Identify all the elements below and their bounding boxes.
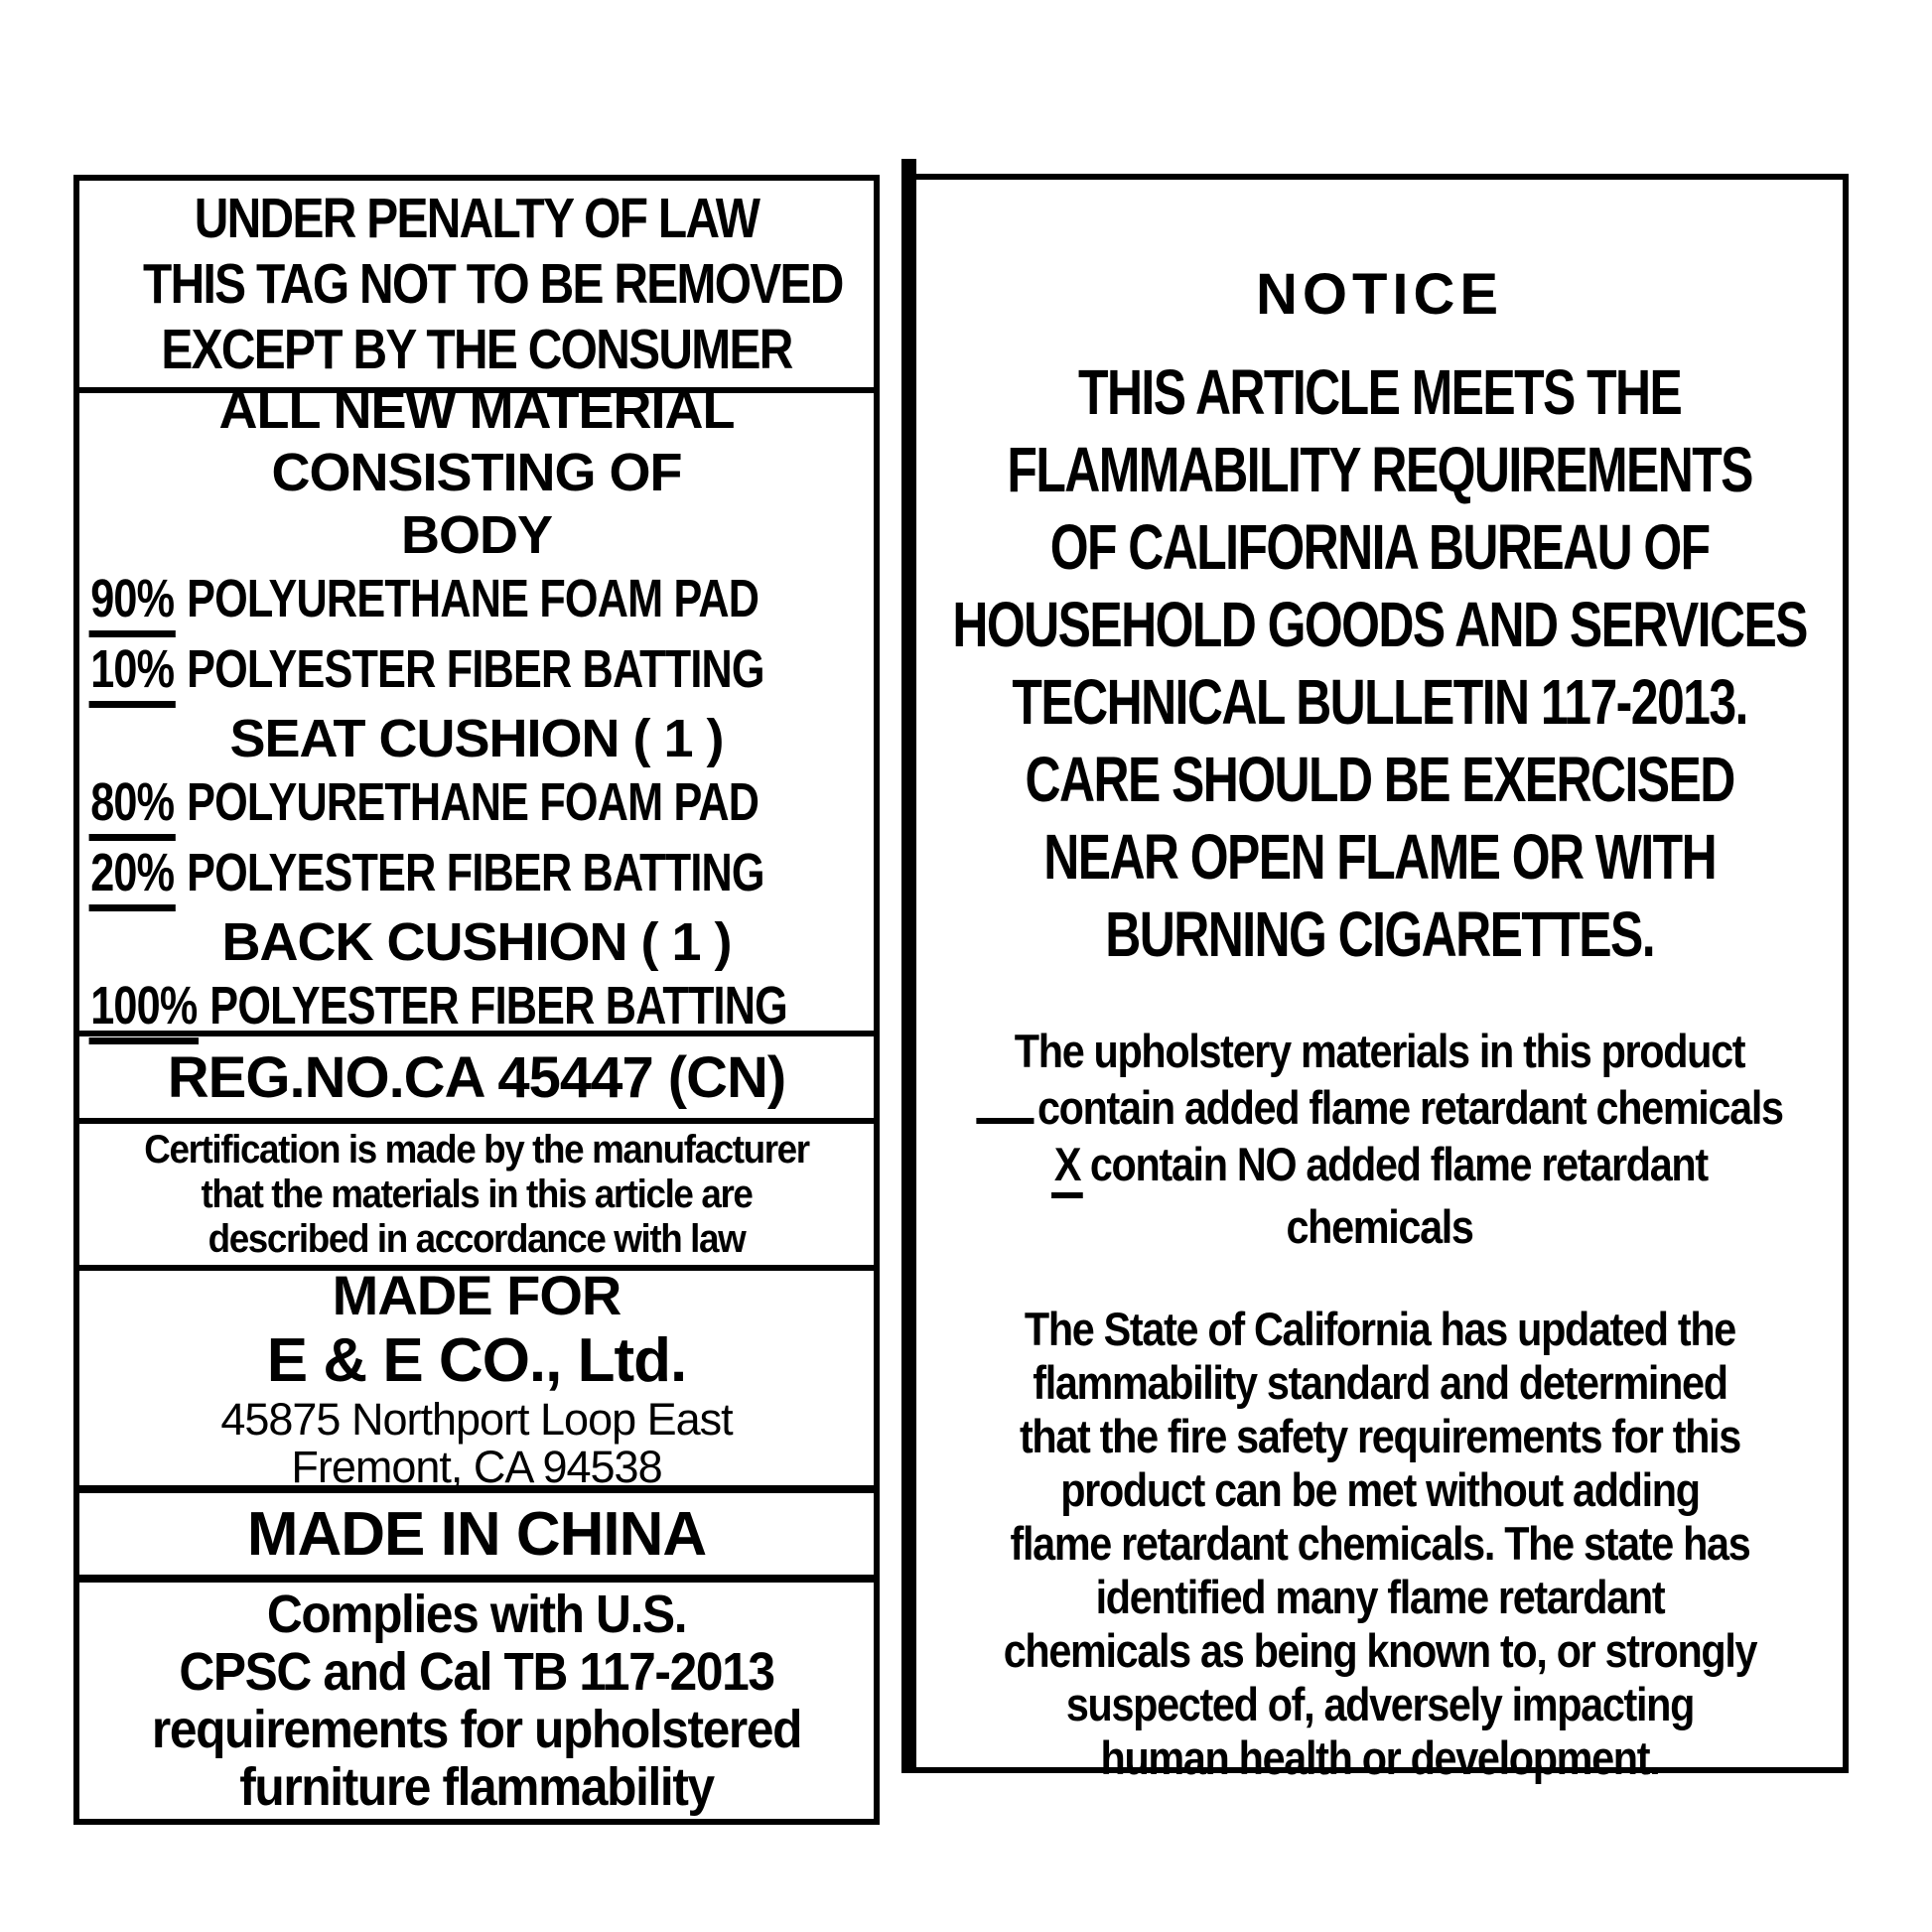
material-row: [79, 974, 787, 1044]
company-name: E & E CO., Ltd.: [266, 1326, 687, 1395]
certification-line: Certification is made by the manufacturer: [144, 1127, 809, 1172]
blank-checkline: [976, 1118, 1034, 1124]
state-line: that the fire safety requirements for this: [1019, 1410, 1740, 1462]
notice-line: FLAMMABILITY REQUIREMENTS: [1007, 434, 1752, 505]
compliance-line: requirements for upholstered: [151, 1700, 802, 1759]
flame-retardant-intro: The upholstery materials in this product: [1014, 1025, 1745, 1077]
material-percent: 20%: [89, 841, 176, 911]
penalty-line: UNDER PENALTY OF LAW: [194, 187, 759, 250]
notice-line: HOUSEHOLD GOODS AND SERVICES: [952, 589, 1807, 660]
compliance-line: furniture flammability: [239, 1757, 714, 1817]
material-row: [79, 770, 759, 841]
state-update-paragraph: [952, 1303, 1808, 1785]
material-name: POLYESTER FIBER BATTING: [187, 639, 764, 699]
cushion-label: BACK CUSHION ( 1 ): [221, 912, 732, 972]
compliance-section: [79, 1575, 874, 1819]
penalty-line: EXCEPT BY THE CONSUMER: [161, 318, 792, 381]
flame-retardant-statement: [921, 1023, 1838, 1255]
compliance-line: Complies with U.S.: [266, 1585, 687, 1644]
notice-title: NOTICE: [1255, 262, 1504, 327]
material-name: POLYURETHANE FOAM PAD: [187, 569, 759, 628]
certification-section: [79, 1118, 874, 1265]
state-line: The State of California has updated the: [1024, 1303, 1735, 1355]
material-percent: 100%: [89, 974, 200, 1044]
contain-option-label: contain added flame retardant chemicals: [1036, 1081, 1783, 1134]
flame-retardant-tail: chemicals: [1286, 1200, 1473, 1253]
material-percent: 90%: [89, 567, 176, 637]
made-for-title: MADE FOR: [332, 1264, 621, 1326]
notice-line: THIS ARTICLE MEETS THE: [1077, 356, 1682, 428]
material-row: [79, 637, 764, 708]
penalty-line: THIS TAG NOT TO BE REMOVED: [143, 252, 843, 316]
compliance-line: CPSC and Cal TB 117-2013: [179, 1642, 774, 1702]
no-contain-option-label: contain NO added flame retardant: [1089, 1138, 1708, 1190]
penalty-section: [79, 181, 874, 387]
state-line: suspected of, adversely impacting: [1065, 1678, 1694, 1730]
left-tag: [73, 175, 880, 1825]
registration-number: REG.NO.CA 45447 (CN): [167, 1044, 786, 1110]
x-mark: X: [1051, 1136, 1083, 1198]
material-row: [79, 567, 759, 637]
notice-line: OF CALIFORNIA BUREAU OF: [1049, 511, 1710, 583]
state-line: chemicals as being known to, or strongly: [1003, 1624, 1756, 1677]
notice-paragraph: [832, 353, 1927, 973]
state-line: product can be met without adding: [1059, 1463, 1700, 1516]
no-contain-option-line: [976, 1136, 1782, 1198]
state-line: flammability standard and determined: [1032, 1356, 1727, 1409]
notice-line: NEAR OPEN FLAME OR WITH: [1043, 821, 1716, 893]
address-line: 45875 Northport Loop East: [220, 1394, 733, 1445]
materials-header: CONSISTING OF: [271, 443, 682, 502]
material-percent: 10%: [89, 637, 176, 708]
state-line: human health or development.: [1100, 1731, 1659, 1784]
material-name: POLYURETHANE FOAM PAD: [187, 772, 759, 832]
made-in-country: MADE IN CHINA: [246, 1499, 707, 1569]
material-percent: 80%: [89, 770, 176, 841]
state-line: identified many flame retardant: [1095, 1571, 1664, 1623]
material-name: POLYESTER FIBER BATTING: [209, 976, 787, 1035]
notice-line: CARE SHOULD BE EXERCISED: [1025, 744, 1734, 815]
notice-line: TECHNICAL BULLETIN 117-2013.: [1012, 666, 1747, 738]
contain-option-line: [976, 1079, 1782, 1136]
certification-line: that the materials in this article are: [201, 1172, 753, 1216]
materials-header: ALL NEW MATERIAL: [218, 380, 735, 440]
address-line: Fremont, CA 94538: [291, 1442, 662, 1492]
notice-line: BURNING CIGARETTES.: [1105, 898, 1654, 970]
certification-line: described in accordance with law: [207, 1216, 746, 1261]
materials-section: [79, 380, 874, 1035]
materials-header: BODY: [400, 505, 552, 565]
material-row: [79, 841, 764, 911]
cushion-label: SEAT CUSHION ( 1 ): [229, 709, 724, 768]
made-for-section: [79, 1264, 874, 1492]
made-in-section: [79, 1485, 874, 1575]
material-name: POLYESTER FIBER BATTING: [187, 843, 764, 902]
state-line: flame retardant chemicals. The state has: [1010, 1517, 1749, 1570]
right-tag: [901, 174, 1849, 1784]
